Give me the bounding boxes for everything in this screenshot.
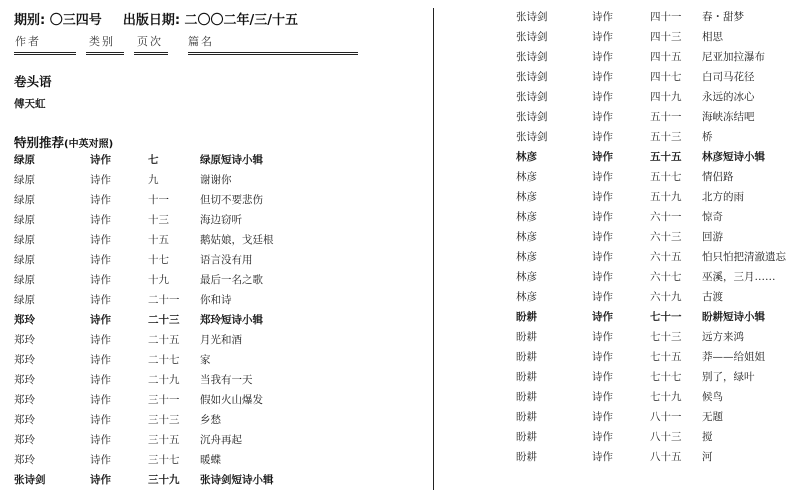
entry-page: 六十三 bbox=[650, 231, 682, 243]
entry-title: 桥 bbox=[702, 131, 713, 143]
entry-page: 四十九 bbox=[650, 91, 682, 103]
entry-page: 五十一 bbox=[650, 111, 682, 123]
entry-category: 诗作 bbox=[592, 151, 613, 163]
entry-category: 诗作 bbox=[90, 454, 111, 466]
entry-page: 七十五 bbox=[650, 351, 682, 363]
entry-title: 林彦短诗小辑 bbox=[702, 151, 765, 163]
entry-author: 盼耕 bbox=[516, 431, 537, 443]
entry-page: 二十九 bbox=[148, 374, 180, 386]
entry-category: 诗作 bbox=[90, 194, 111, 206]
featured-heading bbox=[14, 133, 113, 151]
entry-page: 九 bbox=[148, 174, 159, 186]
entry-title: 无题 bbox=[702, 411, 723, 423]
entry-author: 盼耕 bbox=[516, 411, 537, 423]
preface-author: 傅天虹 bbox=[14, 98, 46, 110]
entry-title: 家 bbox=[200, 354, 211, 366]
entry-category: 诗作 bbox=[592, 271, 613, 283]
entry-title: 情侣路 bbox=[702, 171, 734, 183]
entry-page: 六十一 bbox=[650, 211, 682, 223]
entry-author: 绿原 bbox=[14, 174, 35, 186]
entry-author: 绿原 bbox=[14, 234, 35, 246]
entry-author: 张诗剑 bbox=[516, 31, 548, 43]
entry-title: 月光和酒 bbox=[200, 334, 242, 346]
entry-title: 北方的雨 bbox=[702, 191, 744, 203]
entry-page: 十三 bbox=[148, 214, 169, 226]
entry-title: 古渡 bbox=[702, 291, 723, 303]
entry-category: 诗作 bbox=[592, 11, 613, 23]
entry-title: 回游 bbox=[702, 231, 723, 243]
entry-author: 盼耕 bbox=[516, 451, 537, 463]
entry-category: 诗作 bbox=[592, 351, 613, 363]
entry-author: 林彦 bbox=[516, 231, 537, 243]
entry-title: 远方来鸿 bbox=[702, 331, 744, 343]
entry-title: 惊奇 bbox=[702, 211, 723, 223]
entry-category: 诗作 bbox=[90, 214, 111, 226]
entry-page: 六十七 bbox=[650, 271, 682, 283]
entry-category: 诗作 bbox=[592, 91, 613, 103]
entry-author: 郑玲 bbox=[14, 414, 35, 426]
entry-page: 六十五 bbox=[650, 251, 682, 263]
entry-page: 二十一 bbox=[148, 294, 180, 306]
entry-author: 盼耕 bbox=[516, 391, 537, 403]
entry-category: 诗作 bbox=[90, 354, 111, 366]
entry-author: 郑玲 bbox=[14, 454, 35, 466]
entry-author: 张诗剑 bbox=[516, 111, 548, 123]
entry-author: 盼耕 bbox=[516, 371, 537, 383]
column-divider bbox=[433, 8, 434, 490]
entry-page: 五十三 bbox=[650, 131, 682, 143]
featured-subtitle: (中英对照) bbox=[64, 139, 114, 150]
entry-category: 诗作 bbox=[592, 431, 613, 443]
entry-author: 绿原 bbox=[14, 294, 35, 306]
entry-page: 四十七 bbox=[650, 71, 682, 83]
entry-category: 诗作 bbox=[90, 394, 111, 406]
entry-title: 相思 bbox=[702, 31, 723, 43]
header-rule-category bbox=[86, 52, 124, 55]
entry-category: 诗作 bbox=[90, 234, 111, 246]
entry-title: 张诗剑短诗小辑 bbox=[200, 474, 274, 486]
entry-page: 八十五 bbox=[650, 451, 682, 463]
entry-category: 诗作 bbox=[592, 111, 613, 123]
entry-author: 郑玲 bbox=[14, 354, 35, 366]
entry-title: 当我有一天 bbox=[200, 374, 253, 386]
entry-title: 候鸟 bbox=[702, 391, 723, 403]
column-header-page: 页次 bbox=[137, 35, 163, 48]
entry-author: 张诗剑 bbox=[14, 474, 46, 486]
entry-category: 诗作 bbox=[592, 251, 613, 263]
entry-author: 盼耕 bbox=[516, 331, 537, 343]
entry-page: 七十三 bbox=[650, 331, 682, 343]
entry-title: 你和诗 bbox=[200, 294, 232, 306]
entry-title: 假如火山爆发 bbox=[200, 394, 263, 406]
entry-category: 诗作 bbox=[592, 191, 613, 203]
entry-title: 郑玲短诗小辑 bbox=[200, 314, 263, 326]
entry-author: 绿原 bbox=[14, 154, 35, 166]
entry-page: 八十一 bbox=[650, 411, 682, 423]
header-rule-author bbox=[14, 52, 76, 55]
entry-author: 林彦 bbox=[516, 211, 537, 223]
entry-page: 三十一 bbox=[148, 394, 180, 406]
entry-category: 诗作 bbox=[90, 374, 111, 386]
entry-page: 八十三 bbox=[650, 431, 682, 443]
entry-category: 诗作 bbox=[592, 171, 613, 183]
entry-category: 诗作 bbox=[592, 51, 613, 63]
entry-category: 诗作 bbox=[90, 254, 111, 266]
entry-category: 诗作 bbox=[592, 391, 613, 403]
entry-title: 怕只怕把清澈遗忘 bbox=[702, 251, 786, 263]
entry-category: 诗作 bbox=[90, 154, 111, 166]
entry-category: 诗作 bbox=[592, 311, 613, 323]
entry-page: 七 bbox=[148, 154, 159, 166]
entry-author: 林彦 bbox=[516, 171, 537, 183]
entry-title: 别了，绿叶 bbox=[702, 371, 755, 383]
entry-category: 诗作 bbox=[592, 331, 613, 343]
entry-title: 海峡冻结吧 bbox=[702, 111, 755, 123]
entry-title: 乡愁 bbox=[200, 414, 221, 426]
entry-author: 盼耕 bbox=[516, 311, 537, 323]
entry-category: 诗作 bbox=[90, 174, 111, 186]
featured-title: 特别推荐 bbox=[14, 135, 65, 150]
issue-number: 〇三四号 bbox=[49, 13, 102, 28]
entry-title: 春・甜梦 bbox=[702, 11, 744, 23]
entry-page: 十一 bbox=[148, 194, 169, 206]
entry-category: 诗作 bbox=[90, 474, 111, 486]
entry-page: 五十五 bbox=[650, 151, 682, 163]
entry-author: 绿原 bbox=[14, 214, 35, 226]
entry-page: 十七 bbox=[148, 254, 169, 266]
entry-title: 尼亚加拉瀑布 bbox=[702, 51, 765, 63]
entry-page: 二十五 bbox=[148, 334, 180, 346]
entry-page: 四十三 bbox=[650, 31, 682, 43]
publish-date-label: 出版日期: bbox=[122, 13, 181, 28]
entry-title: 谢谢你 bbox=[200, 174, 232, 186]
entry-category: 诗作 bbox=[592, 231, 613, 243]
entry-title: 最后一名之歌 bbox=[200, 274, 263, 286]
entry-title: 永远的冰心 bbox=[702, 91, 755, 103]
entry-title: 河 bbox=[702, 451, 713, 463]
entry-author: 林彦 bbox=[516, 151, 537, 163]
entry-page: 五十七 bbox=[650, 171, 682, 183]
entry-author: 林彦 bbox=[516, 291, 537, 303]
entry-page: 三十五 bbox=[148, 434, 180, 446]
entry-title: 海边窃听 bbox=[200, 214, 242, 226]
entry-author: 绿原 bbox=[14, 274, 35, 286]
entry-author: 盼耕 bbox=[516, 351, 537, 363]
entry-title: 暖蝶 bbox=[200, 454, 221, 466]
entry-page: 二十三 bbox=[148, 314, 180, 326]
entry-title: 绿原短诗小辑 bbox=[200, 154, 263, 166]
entry-page: 三十三 bbox=[148, 414, 180, 426]
entry-author: 林彦 bbox=[516, 191, 537, 203]
entry-page: 六十九 bbox=[650, 291, 682, 303]
entry-category: 诗作 bbox=[90, 414, 111, 426]
entry-author: 郑玲 bbox=[14, 434, 35, 446]
entry-title: 盼耕短诗小辑 bbox=[702, 311, 765, 323]
entry-author: 郑玲 bbox=[14, 374, 35, 386]
entry-author: 张诗剑 bbox=[516, 11, 548, 23]
entry-page: 七十九 bbox=[650, 391, 682, 403]
entry-category: 诗作 bbox=[592, 451, 613, 463]
entry-title: 沉舟再起 bbox=[200, 434, 242, 446]
entry-page: 十九 bbox=[148, 274, 169, 286]
entry-author: 林彦 bbox=[516, 251, 537, 263]
entry-category: 诗作 bbox=[90, 274, 111, 286]
entry-category: 诗作 bbox=[592, 291, 613, 303]
entry-page: 四十一 bbox=[650, 11, 682, 23]
entry-page: 三十九 bbox=[148, 474, 180, 486]
entry-category: 诗作 bbox=[592, 71, 613, 83]
entry-title: 但切不要悲伤 bbox=[200, 194, 263, 206]
column-header-category: 类别 bbox=[89, 35, 115, 48]
entry-page: 七十一 bbox=[650, 311, 682, 323]
entry-title: 巫溪，三月…… bbox=[702, 271, 776, 283]
entry-author: 绿原 bbox=[14, 254, 35, 266]
publish-date: 二〇〇二年/三/十五 bbox=[184, 13, 299, 28]
entry-category: 诗作 bbox=[592, 211, 613, 223]
entry-category: 诗作 bbox=[90, 334, 111, 346]
entry-title: 白司马花径 bbox=[702, 71, 755, 83]
entry-author: 林彦 bbox=[516, 271, 537, 283]
entry-category: 诗作 bbox=[592, 411, 613, 423]
issue-header bbox=[14, 9, 298, 28]
entry-category: 诗作 bbox=[90, 294, 111, 306]
column-header-title: 篇名 bbox=[188, 35, 214, 48]
entry-page: 五十九 bbox=[650, 191, 682, 203]
entry-title: 语言没有用 bbox=[200, 254, 253, 266]
entry-author: 绿原 bbox=[14, 194, 35, 206]
issue-label: 期别: bbox=[14, 13, 46, 28]
entry-author: 郑玲 bbox=[14, 334, 35, 346]
entry-category: 诗作 bbox=[592, 371, 613, 383]
entry-page: 四十五 bbox=[650, 51, 682, 63]
header-rule-page bbox=[134, 52, 168, 55]
entry-page: 三十七 bbox=[148, 454, 180, 466]
entry-category: 诗作 bbox=[90, 314, 111, 326]
entry-author: 张诗剑 bbox=[516, 51, 548, 63]
entry-author: 张诗剑 bbox=[516, 131, 548, 143]
column-header-author: 作者 bbox=[15, 35, 41, 48]
header-rule-title bbox=[188, 52, 358, 55]
entry-author: 张诗剑 bbox=[516, 71, 548, 83]
entry-category: 诗作 bbox=[592, 131, 613, 143]
entry-author: 张诗剑 bbox=[516, 91, 548, 103]
entry-author: 郑玲 bbox=[14, 314, 35, 326]
entry-page: 七十七 bbox=[650, 371, 682, 383]
entry-page: 二十七 bbox=[148, 354, 180, 366]
entry-author: 郑玲 bbox=[14, 394, 35, 406]
entry-title: 搅 bbox=[702, 431, 713, 443]
entry-page: 十五 bbox=[148, 234, 169, 246]
preface-heading: 卷头语 bbox=[14, 74, 52, 89]
entry-title: 莽——给姐姐 bbox=[702, 351, 765, 363]
entry-title: 鹅姑娘，戈廷根 bbox=[200, 234, 274, 246]
entry-category: 诗作 bbox=[592, 31, 613, 43]
entry-category: 诗作 bbox=[90, 434, 111, 446]
